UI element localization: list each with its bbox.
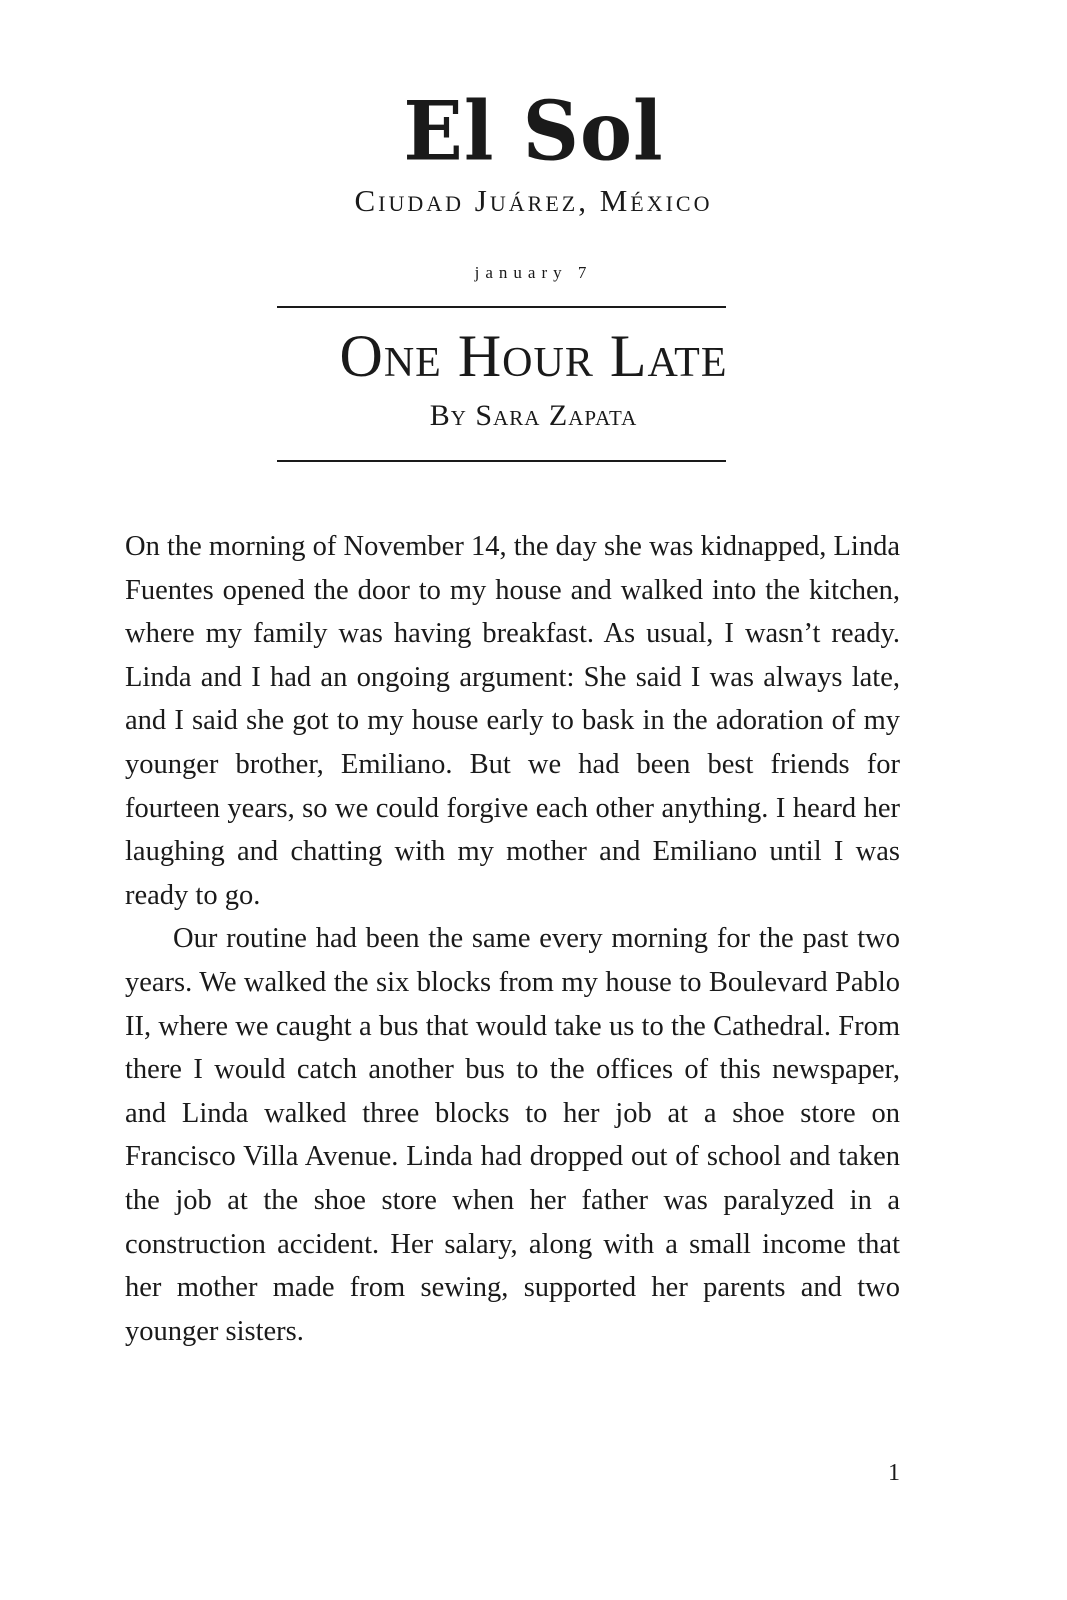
masthead-location: Ciudad Juárez, México [354, 183, 713, 218]
article-paragraph-2: Our routine had been the same every morning for the past two years. We walked the six blocks from my house to Boulevard Pablo II, where we caught a bus that would take us to the Cathedral. From there I would catch another bus to the offices of this newspaper, and Linda walked three blocks to her job at a shoe store on Francisco Villa Avenue. Linda had dropped out of school and taken the job at the shoe store when her father was paralyzed in a construction accident. Her salary, along with a small income that her mother made from sewing, supported her parents and two younger sisters. [125, 923, 900, 1347]
article-body [125, 525, 900, 1353]
page-number: 1 [888, 1460, 900, 1486]
newspaper-masthead: El Sol [403, 83, 664, 180]
top-divider [277, 306, 726, 308]
article-byline: By Sara Zapata [429, 399, 638, 432]
article-headline: One Hour Late [339, 323, 728, 389]
article-paragraph-1: On the morning of November 14, the day she was kidnapped, Linda Fuentes opened the door to my house and walked into the kitchen, where my family was having breakfast. As usual, I wasn’t ready. Linda and I had an ongoing argument: She said I was always late, and I said she got to my house early to bask in the adoration of my younger brother, Emiliano. But we had been best friends for fourteen years, so we could forgive each other anything. I heard her laughing and chatting with my mother and Emiliano until I was ready to go. [125, 531, 900, 911]
article-date: january 7 [474, 263, 593, 282]
bottom-divider [277, 460, 726, 462]
